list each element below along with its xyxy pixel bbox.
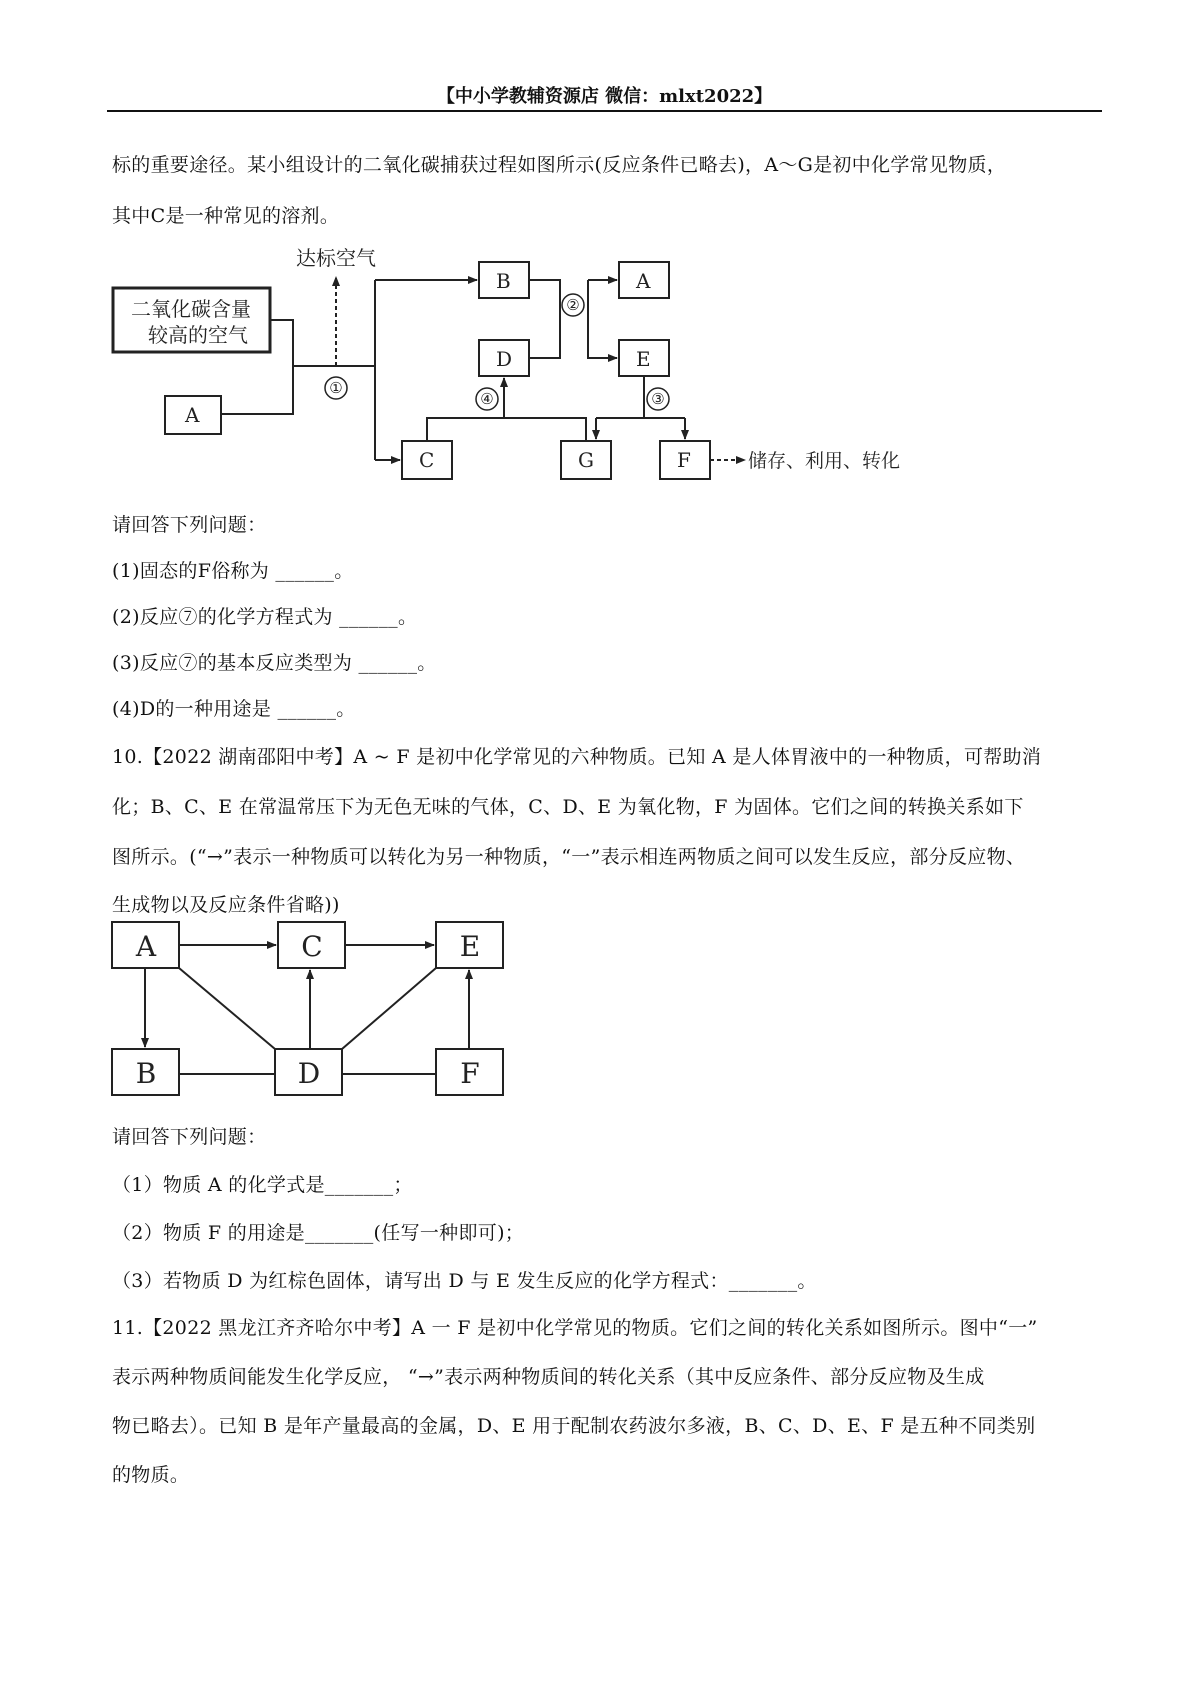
q10-edge-A-D (179, 968, 275, 1049)
q9-edge-A (221, 366, 293, 414)
q9-step-4: ④ (480, 390, 494, 408)
q9-step-3: ③ (651, 390, 665, 408)
q9-label-D: D (496, 347, 513, 371)
q9-intro-line-2: 其中C是一种常见的溶剂。 (112, 205, 340, 227)
q9-label-A: A (185, 403, 200, 427)
q10-intro-line-1: 10.【2022 湖南邵阳中考】A ~ F 是初中化学常见的六种物质。已知 A 是人体胃液中的一种物质，可帮助消 (112, 746, 1042, 768)
q9-edge-CG (427, 418, 586, 441)
q10-label-C: C (301, 930, 323, 963)
q11-intro-line-2: 表示两种物质间能发生化学反应， “→”表示两种物质间的转化关系（其中反应条件、部分反应物及生成 (112, 1366, 985, 1388)
q10-label-F: F (460, 1057, 480, 1090)
q10-label-B: B (135, 1057, 157, 1090)
q9-label-A2: A (636, 269, 651, 293)
q10-intro-line-3: 图所示。(“→”表示一种物质可以转化为另一种物质，“一”表示相连两物质之间可以发生反应，部分反应物、 (112, 846, 1026, 868)
q10-intro-line-2: 化；B、C、E 在常温常压下为无色无味的气体，C、D、E 为氧化物，F 为固体。它们之间的转换关系如下 (112, 796, 1024, 818)
q9-question-4: (4)D的一种用途是 ______。 (112, 698, 356, 720)
q10-intro-line-4: 生成物以及反应条件省略)) (112, 894, 340, 916)
q10-label-D: D (297, 1057, 321, 1090)
q11-intro-line-3: 物已略去）。已知 B 是年产量最高的金属，D、E 用于配制农药波尔多液，B、C、D、E、F 是五种不同类别 (112, 1415, 1036, 1437)
q9-standard-air: 达标空气 (296, 246, 376, 270)
q9-question-2: (2)反应⑦的化学方程式为 ______。 (112, 606, 418, 628)
q9-label-C: C (419, 448, 435, 472)
q10-prompt: 请回答下列问题： (112, 1126, 267, 1148)
q9-edge-BD (529, 280, 560, 358)
q9-label-F: F (677, 448, 691, 472)
q9-question-3: (3)反应⑦的基本反应类型为 ______。 (112, 652, 437, 674)
q11-intro-line-1: 11.【2022 黑龙江齐齐哈尔中考】A 一 F 是初中化学常见的物质。它们之间的转化关系如图所示。图中“一” (112, 1317, 1038, 1339)
q9-prompt: 请回答下列问题： (112, 514, 267, 536)
q9-label-G: G (578, 448, 594, 472)
q10-question-2: （2）物质 F 的用途是_______(任写一种即可)； (112, 1222, 525, 1244)
q9-step-2: ② (566, 296, 580, 314)
q9-air-label-1: 二氧化碳含量 (131, 297, 251, 321)
page-header: 【中小学教辅资源店 微信：mlxt2022】 (436, 86, 773, 107)
q11-intro-line-4: 的物质。 (112, 1464, 190, 1486)
q10-label-E: E (459, 930, 481, 963)
q9-label-B: B (496, 269, 511, 293)
q9-edge-air (270, 320, 375, 366)
q9-question-1: (1)固态的F俗称为 ______。 (112, 560, 354, 582)
q10-question-1: （1）物质 A 的化学式是_______； (112, 1174, 413, 1196)
q9-label-E: E (636, 347, 651, 371)
q10-edge-D-E (342, 968, 436, 1049)
q10-label-A: A (135, 930, 157, 963)
q10-question-3: （3）若物质 D 为红棕色固体，请写出 D 与 E 发生反应的化学方程式：_______。 (112, 1270, 817, 1292)
q9-intro-line-1: 标的重要途径。某小组设计的二氧化碳捕获过程如图所示(反应条件已略去)，A～G是初中化学常见物质， (112, 154, 1007, 176)
q9-edge-to-E (588, 280, 617, 358)
q9-air-label-2: 较高的空气 (148, 323, 248, 347)
q9-step-1: ① (329, 379, 343, 397)
q9-storage-label: 储存、利用、转化 (748, 450, 901, 472)
